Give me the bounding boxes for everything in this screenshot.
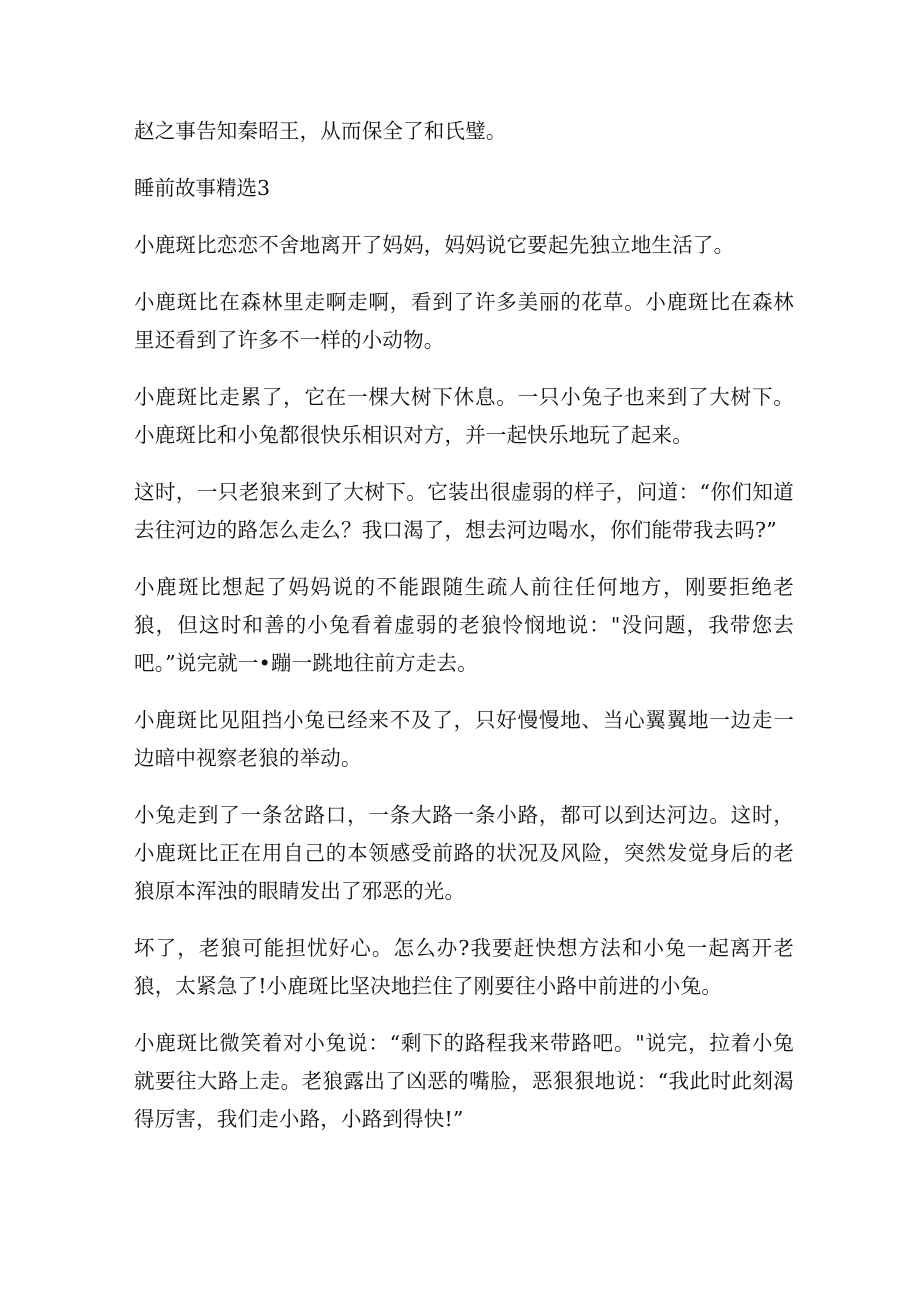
paragraph: 小鹿斑比微笑着对小兔说：“剩下的路程我来带路吧。"说完，拉着小兔就要往大路上走。老狼露出了凶恶的嘴脸，恶狠狠地说：“我此时此刻渴得厉害，我们走小路，小路到得快!” [134, 1031, 794, 1131]
paragraph: 小鹿斑比走累了，它在一棵大树下休息。一只小兔子也来到了大树下。小鹿斑比和小兔都很快乐相识对方，并一起快乐地玩了起来。 [134, 385, 794, 447]
paragraph: 坏了，老狼可能担忧好心。怎么办?我要赶快想方法和小兔一起离开老狼，太紧急了!小鹿斑比坚决地拦住了刚要往小路中前进的小兔。 [134, 936, 794, 998]
paragraph: 小兔走到了一条岔路口，一条大路一条小路，都可以到达河边。这时，小鹿斑比正在用自己的本领感受前路的状况及风险，突然发觉身后的老狼原本浑浊的眼睛发出了邪恶的光。 [134, 803, 794, 903]
paragraph: 小鹿斑比见阻挡小兔已经来不及了，只好慢慢地、当心翼翼地一边走一边暗中视察老狼的举动。 [134, 708, 794, 770]
paragraph: 这时，一只老狼来到了大树下。它装出很虚弱的样子，问道：“你们知道去往河边的路怎么走么？我口渴了，想去河边喝水，你们能带我去吗?” [134, 480, 794, 542]
document-page [134, 112, 794, 1157]
paragraph: 小鹿斑比想起了妈妈说的不能跟随生疏人前往任何地方，刚要拒绝老狼，但这时和善的小兔看着虚弱的老狼怜悯地说："没问题，我带您去吧。”说完就一•蹦一跳地往前方走去。 [134, 575, 794, 675]
paragraph: 小鹿斑比恋恋不舍地离开了妈妈，妈妈说它要起先独立地生活了。 [134, 233, 735, 257]
paragraph: 小鹿斑比在森林里走啊走啊，看到了许多美丽的花草。小鹿斑比在森林里还看到了许多不一样的小动物。 [134, 290, 794, 352]
story-heading: 睡前故事精选3 [134, 176, 271, 200]
paragraph-continuation: 赵之事告知秦昭王，从而保全了和氏璧。 [134, 119, 507, 143]
